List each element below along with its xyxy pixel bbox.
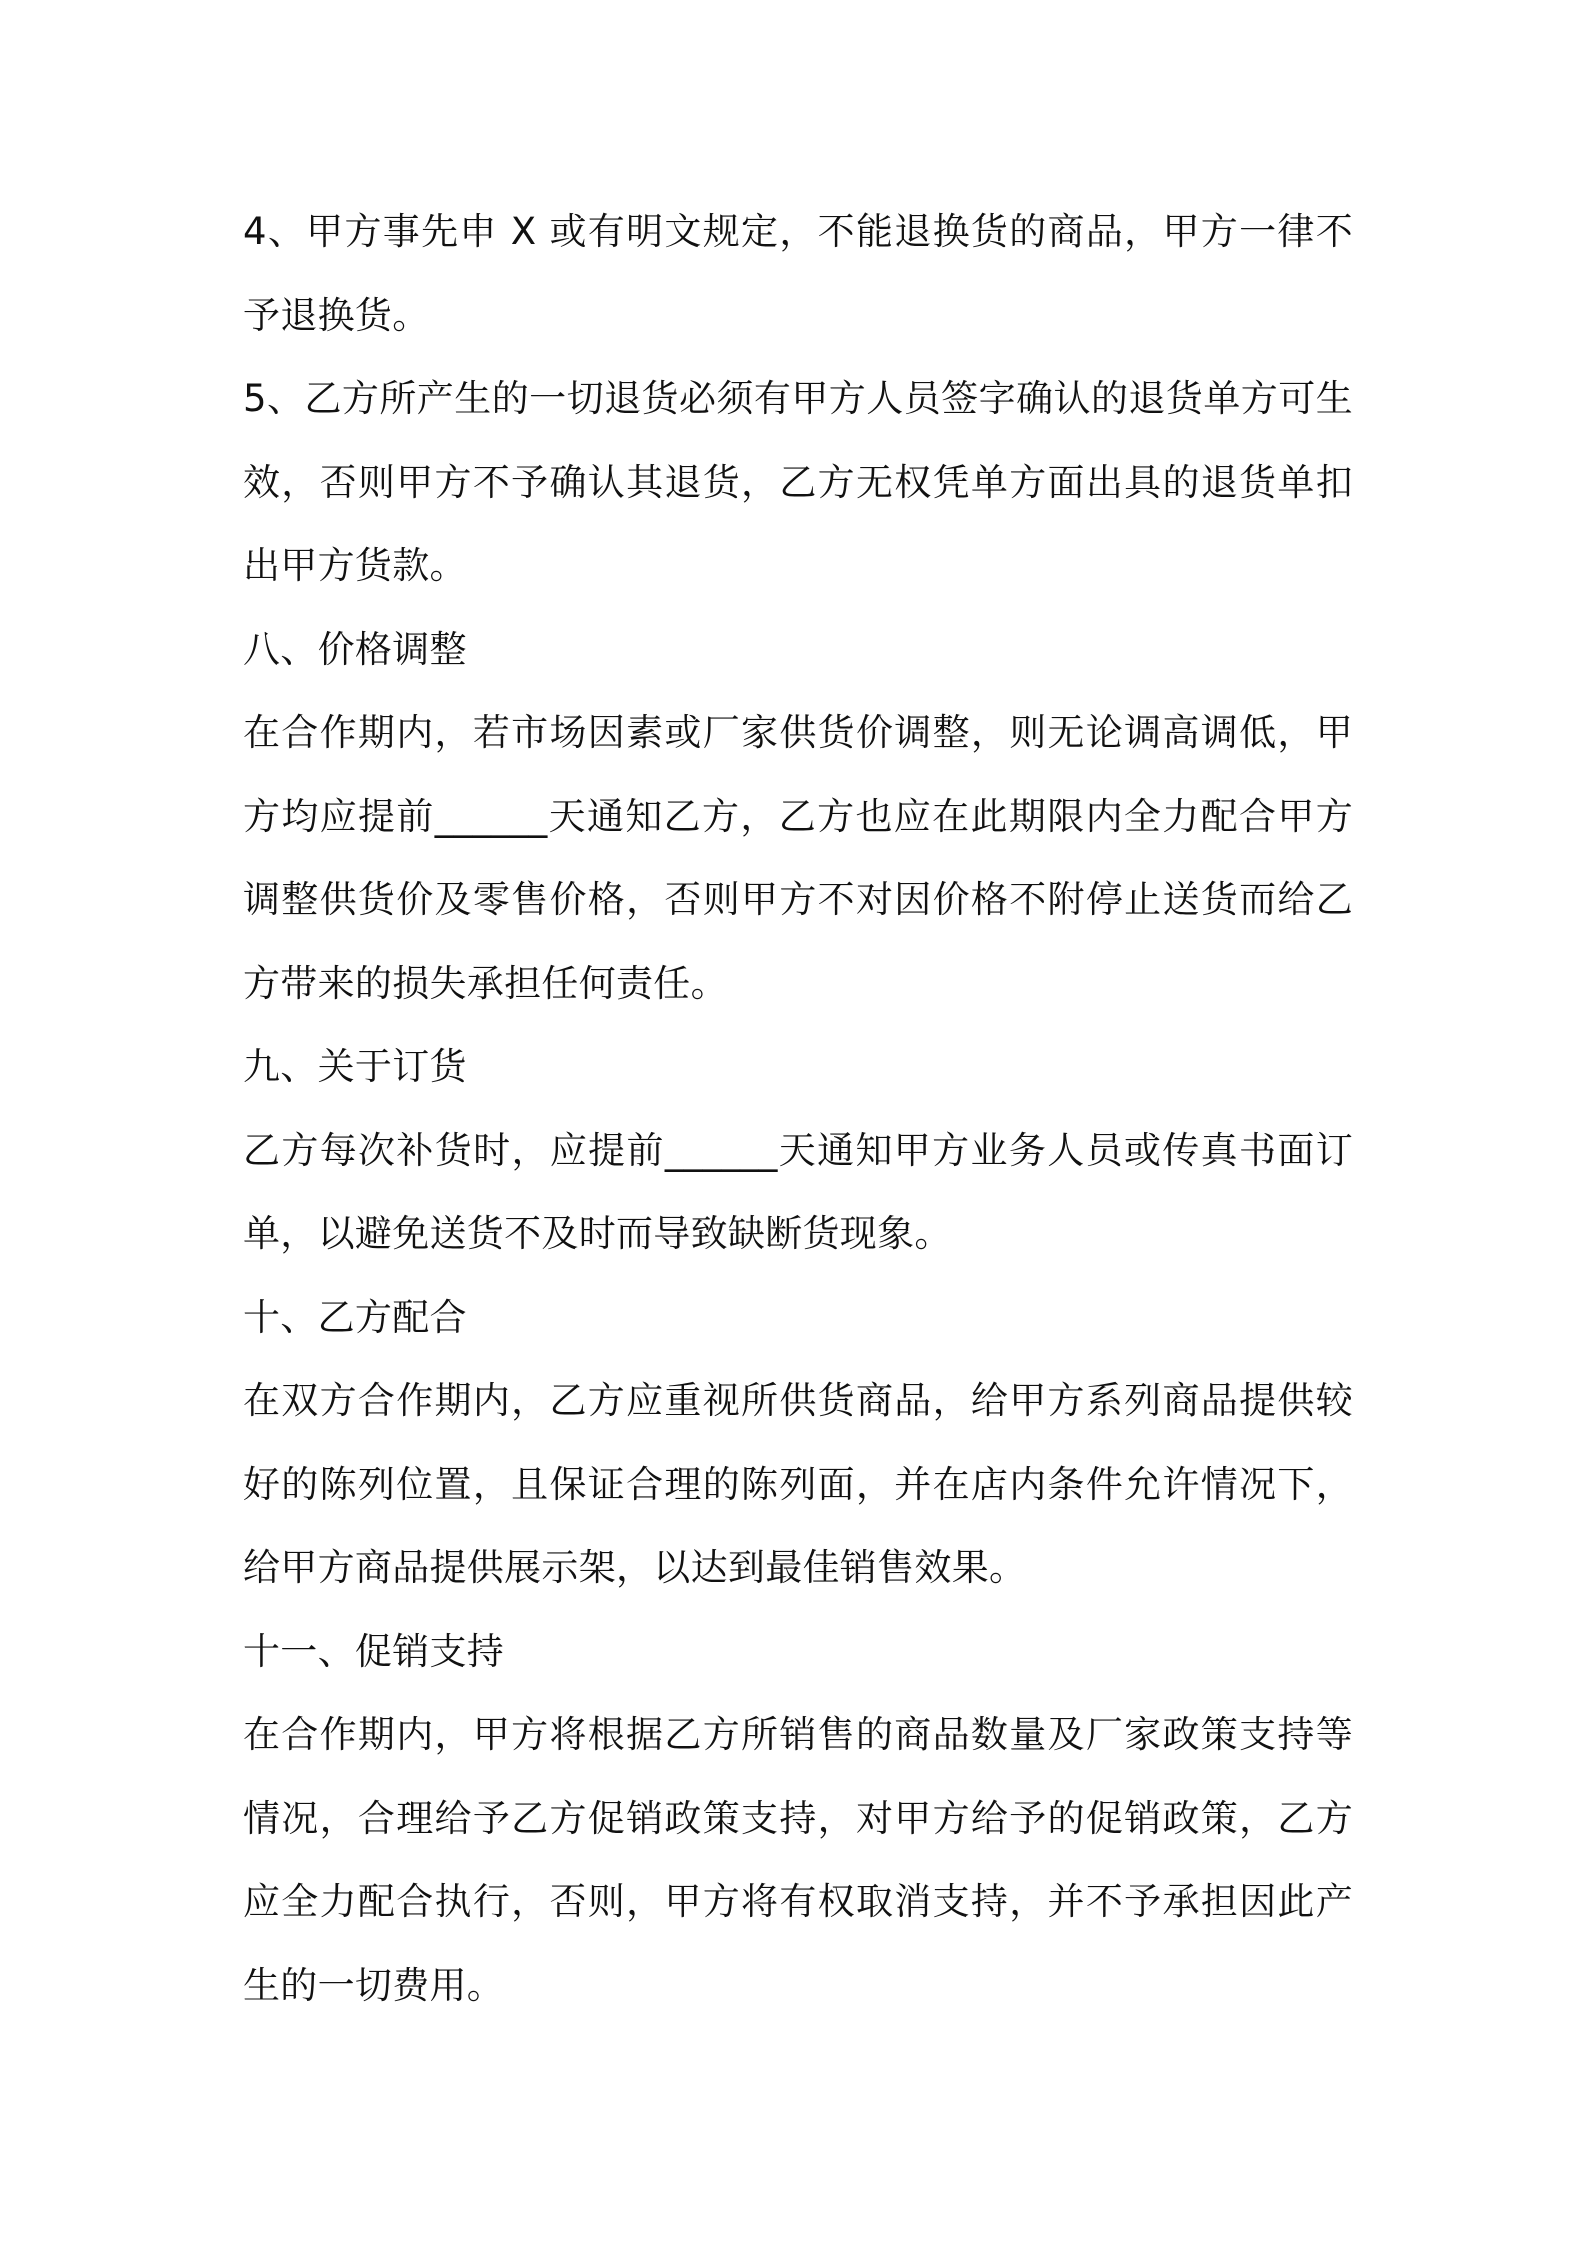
document-body	[243, 190, 1353, 2027]
section-11-paragraph: 在合作期内，甲方将根据乙方所销售的商品数量及厂家政策支持等情况，合理给予乙方促销政策支持，对甲方给予的促销政策，乙方应全力配合执行，否则，甲方将有权取消支持，并不予承担因此产生的一切费用。	[243, 1713, 1353, 2007]
section-10-heading: 十、乙方配合	[243, 1295, 467, 1339]
section-8-paragraph: 在合作期内，若市场因素或厂家供货价调整，则无论调高调低，甲方均应提前______天通知乙方，乙方也应在此期限内全力配合甲方调整供货价及零售价格，否则甲方不对因价格不附停止送货而给乙方带来的损失承担任何责任。	[243, 711, 1353, 1005]
clause-5-paragraph: 5、乙方所产生的一切退货必须有甲方人员签字确认的退货单方可生效，否则甲方不予确认其退货，乙方无权凭单方面出具的退货单扣出甲方货款。	[243, 377, 1353, 587]
section-8-heading: 八、价格调整	[243, 627, 467, 671]
clause-4-paragraph: 4、甲方事先申 X 或有明文规定，不能退换货的商品，甲方一律不予退换货。	[243, 210, 1353, 337]
section-9-heading: 九、关于订货	[243, 1045, 467, 1088]
section-9-paragraph: 乙方每次补货时，应提前______天通知甲方业务人员或传真书面订单，以避免送货不及时而导致缺断货现象。	[243, 1128, 1353, 1255]
section-10-paragraph: 在双方合作期内，乙方应重视所供货商品，给甲方系列商品提供较好的陈列位置，且保证合理的陈列面，并在店内条件允许情况下，给甲方商品提供展示架，以达到最佳销售效果。	[243, 1379, 1353, 1589]
section-11-heading: 十一、促销支持	[243, 1629, 505, 1673]
